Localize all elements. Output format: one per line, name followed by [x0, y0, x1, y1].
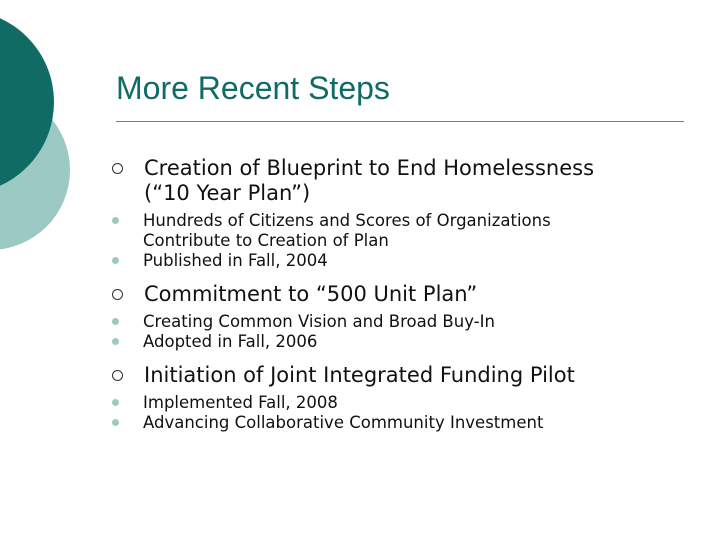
sub-bullet-text-line: Contribute to Creation of Plan [143, 231, 389, 250]
sub-bullet-item [112, 413, 702, 433]
sub-bullet-text-line: Creating Common Vision and Broad Buy-In [143, 312, 495, 331]
sub-bullet-list [112, 211, 702, 271]
bullet-list [112, 156, 702, 444]
bullet-text-line: Initiation of Joint Integrated Funding Pilot [144, 363, 575, 387]
bullet-text-line: Commitment to “500 Unit Plan” [144, 282, 478, 306]
sub-bullet-text-line: Adopted in Fall, 2006 [143, 332, 318, 351]
bullet-text-line: Creation of Blueprint to End Homelessness [144, 156, 595, 180]
bullet-text-line: (“10 Year Plan”) [144, 181, 311, 205]
sub-bullet-item [112, 312, 702, 332]
dot-bullet-icon [112, 338, 119, 345]
dot-bullet-icon [112, 217, 119, 224]
sub-bullet-list [112, 393, 702, 433]
bullet-level1 [112, 156, 702, 206]
bullet-level1 [112, 282, 702, 307]
bullet-item [112, 156, 702, 271]
dot-bullet-icon [112, 257, 119, 264]
sub-bullet-text-line: Published in Fall, 2004 [143, 251, 328, 270]
page-title: More Recent Steps [116, 70, 390, 106]
dot-bullet-icon [112, 419, 119, 426]
sub-bullet-item [112, 332, 702, 352]
sub-bullet-list [112, 312, 702, 352]
sub-bullet-item [112, 251, 702, 271]
dot-bullet-icon [112, 399, 119, 406]
sub-bullet-item [112, 211, 702, 251]
sub-bullet-text-line: Advancing Collaborative Community Investment [143, 413, 544, 432]
sub-bullet-text-line: Hundreds of Citizens and Scores of Organizations [143, 211, 551, 230]
corner-circles-decoration [0, 0, 120, 300]
bullet-item [112, 282, 702, 352]
title-underline-divider [116, 121, 684, 122]
hollow-circle-bullet-icon [112, 163, 123, 174]
hollow-circle-bullet-icon [112, 370, 123, 381]
bullet-level1 [112, 363, 702, 388]
sub-bullet-text-line: Implemented Fall, 2008 [143, 393, 338, 412]
hollow-circle-bullet-icon [112, 289, 123, 300]
sub-bullet-item [112, 393, 702, 413]
dot-bullet-icon [112, 318, 119, 325]
bullet-item [112, 363, 702, 433]
